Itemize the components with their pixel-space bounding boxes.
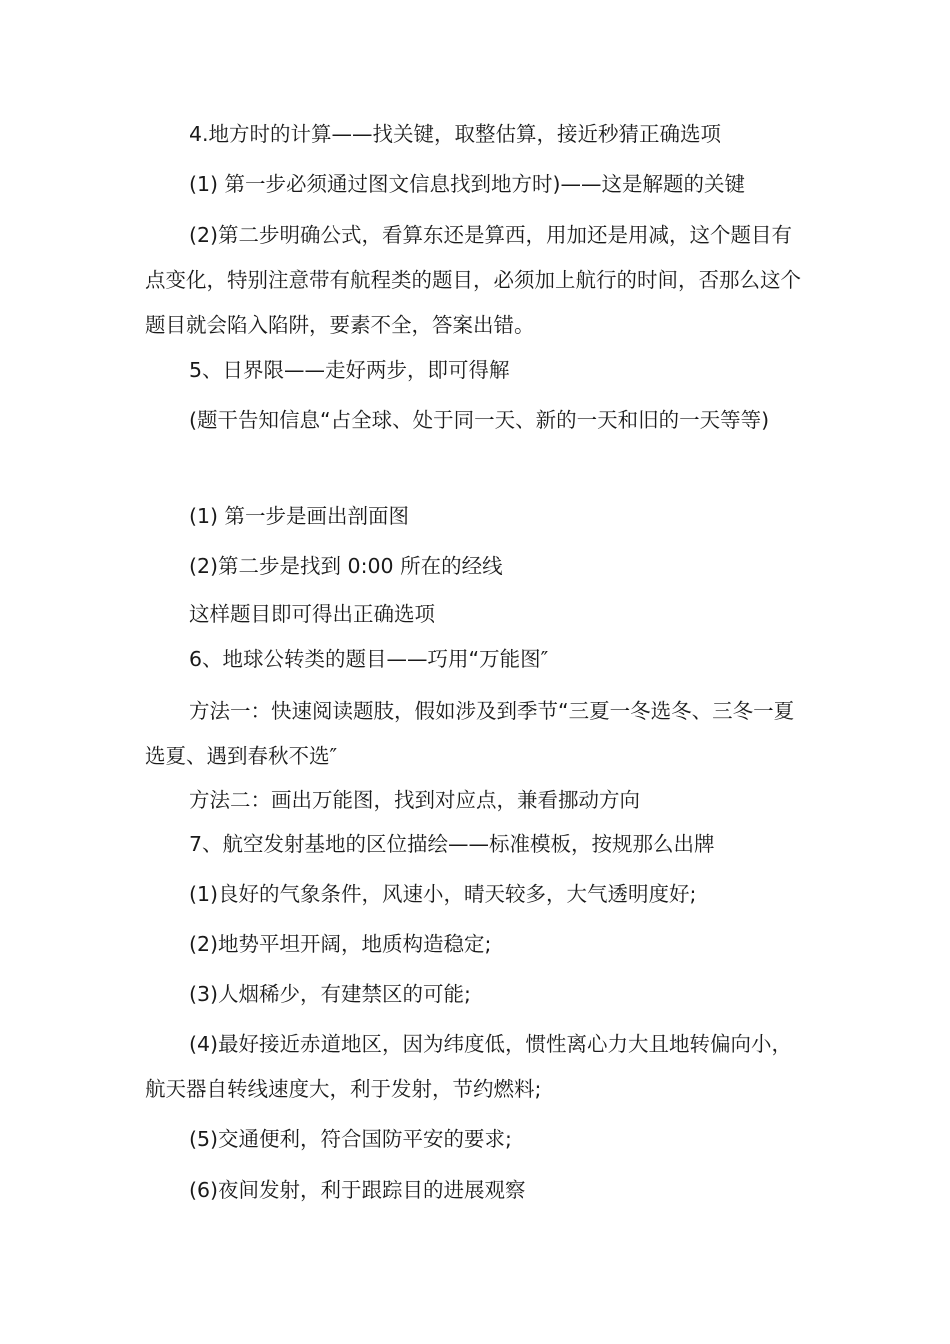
paragraph-local-time-step1: (1) 第一步必须通过图文信息找到地方时)——这是解题的关键: [189, 172, 746, 196]
paragraph-local-time-step2: (2)第二步明确公式，看算东还是算西，用加还是用减，这个题目有点变化，特别注意带有航程类的题目，必须加上航行的时间，否那么这个题目就会陷入陷阱，要素不全，答案出错。: [145, 223, 801, 337]
paragraph-launch-base-item4: (4)最好接近赤道地区，因为纬度低，惯性离心力大且地转偏向小，航天器自转线速度大，利于发射，节约燃料;: [145, 1032, 793, 1101]
paragraph-launch-base-item3: (3)人烟稀少，有建禁区的可能;: [189, 982, 471, 1006]
paragraph-revolution-method1: 方法一：快速阅读题肢，假如涉及到季节“三夏一冬选冬、三冬一夏选夏、遇到春秋不选″: [145, 699, 795, 768]
paragraph-launch-base-item2: (2)地势平坦开阔，地质构造稳定;: [189, 932, 492, 956]
paragraph-launch-base-item5: (5)交通便利，符合国防平安的要求;: [189, 1127, 512, 1151]
paragraph-launch-base-item6: (6)夜间发射，利于跟踪目的进展观察: [189, 1178, 526, 1202]
paragraph-date-line-step1: (1) 第一步是画出剖面图: [189, 504, 410, 528]
paragraph-date-line-step2: (2)第二步是找到 0:00 所在的经线: [189, 554, 503, 578]
paragraph-launch-base-item1: (1)良好的气象条件，风速小，晴天较多，大气透明度好;: [189, 882, 697, 906]
paragraph-revolution-method2: 方法二：画出万能图，找到对应点，兼看挪动方向: [189, 788, 640, 812]
paragraph-date-line-result: 这样题目即可得出正确选项: [189, 602, 435, 626]
paragraph-launch-base-heading: 7、航空发射基地的区位描绘——标准模板，按规那么出牌: [189, 832, 715, 856]
paragraph-date-line-note: (题干告知信息“占全球、处于同一天、新的一天和旧的一天等等): [189, 408, 770, 432]
paragraph-local-time-heading: 4.地方时的计算——找关键，取整估算，接近秒猜正确选项: [189, 122, 722, 146]
paragraph-revolution-heading: 6、地球公转类的题目——巧用“万能图″: [189, 647, 549, 671]
paragraph-date-line-heading: 5、日界限——走好两步，即可得解: [189, 358, 510, 382]
